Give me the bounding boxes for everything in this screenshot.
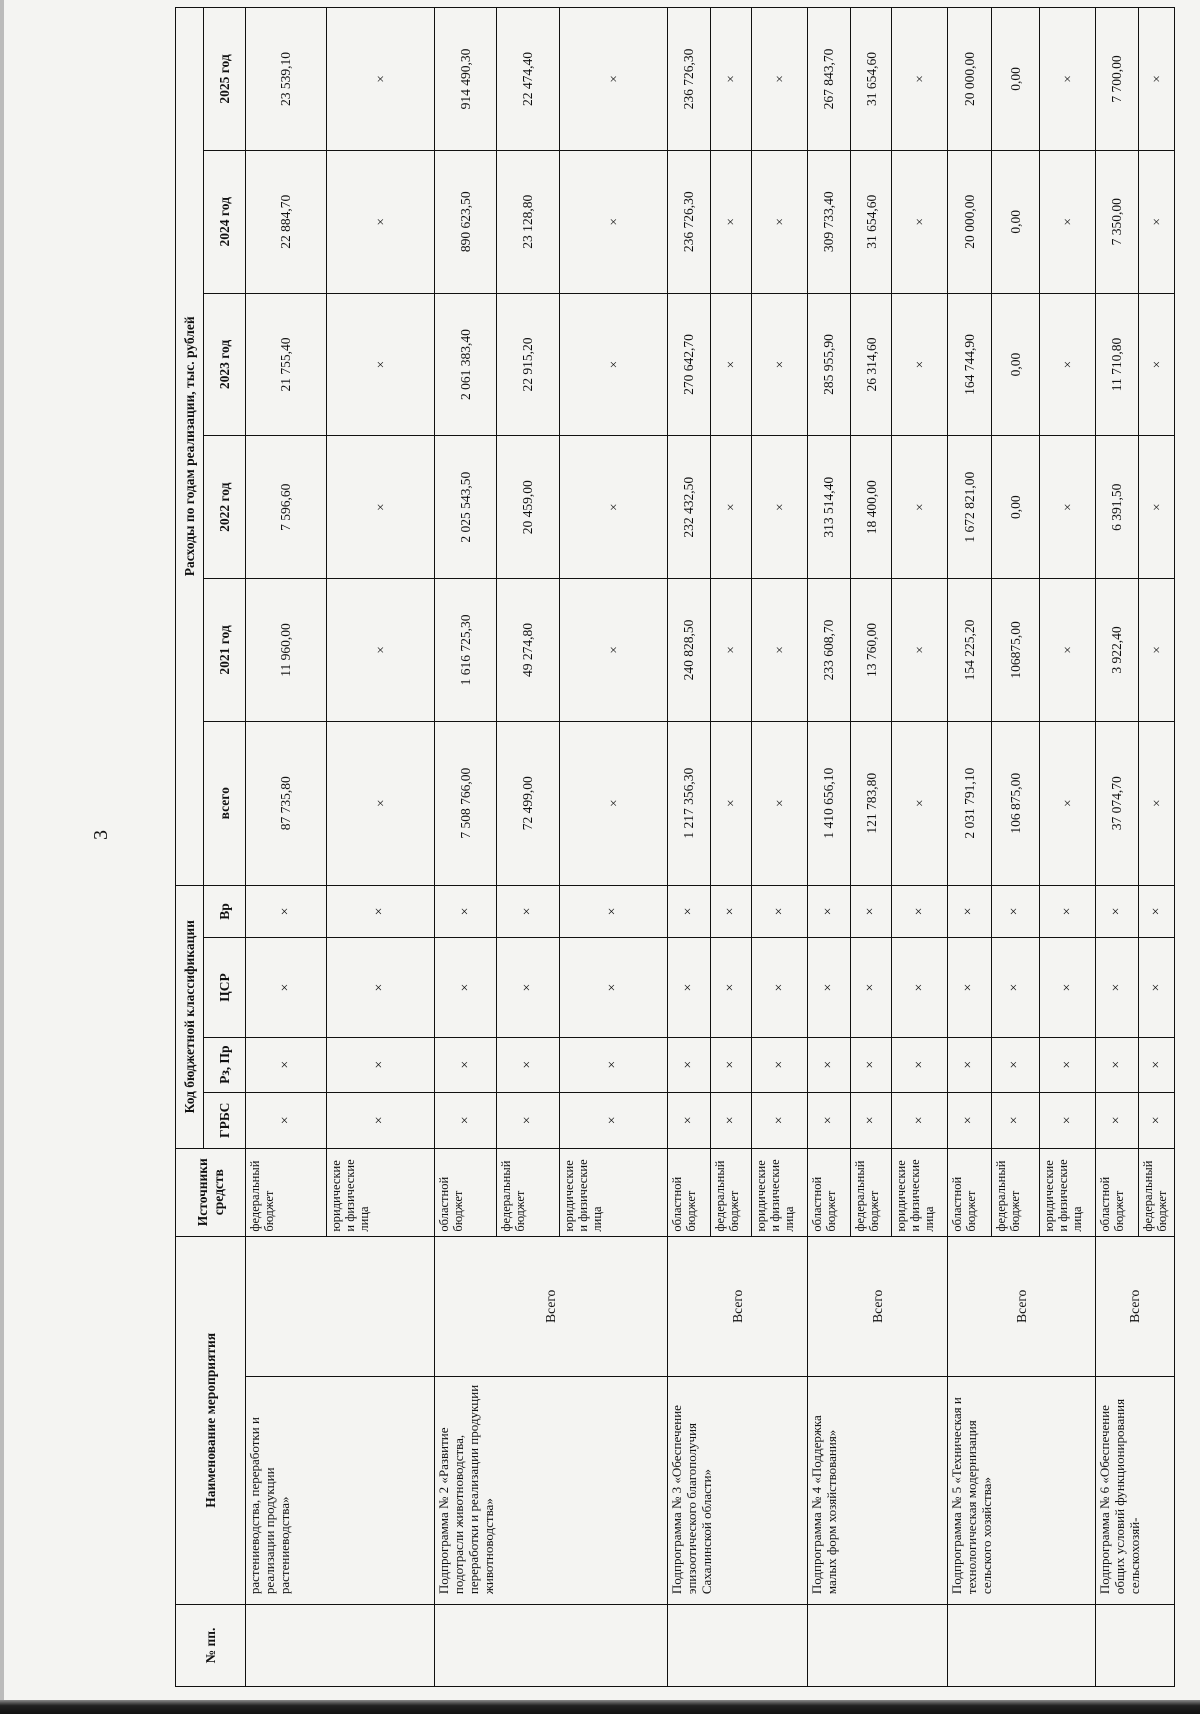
table-row <box>808 8 851 1687</box>
year-value: × <box>711 150 752 293</box>
budget-code-cell: × <box>711 938 752 1037</box>
year-value: × <box>1139 293 1175 436</box>
budget-code-cell: × <box>808 1037 851 1092</box>
budget-code-cell: × <box>892 1092 948 1148</box>
year-value: × <box>326 436 434 579</box>
activity-name: Подпрограмма № 5 «Техническая и технологическая модернизация сельского хозяйства» <box>948 1376 1096 1604</box>
total-value: × <box>752 721 808 885</box>
budget-code-cell: × <box>667 938 710 1037</box>
year-value: 270 642,70 <box>667 293 710 436</box>
total-value: 1 217 356,30 <box>667 721 710 885</box>
budget-code-cell: × <box>991 885 1040 938</box>
budget-code-cell: × <box>948 885 991 938</box>
activity-name: растениеводства, переработки и реализации продукции растениеводства» <box>246 1376 435 1604</box>
total-value: × <box>1040 721 1096 885</box>
funding-source: федеральный бюджет <box>711 1148 752 1236</box>
total-label: Всего <box>667 1236 807 1376</box>
year-value: 7 596,60 <box>246 436 327 579</box>
year-value: 106875,00 <box>991 579 1040 722</box>
budget-code-cell: × <box>892 1037 948 1092</box>
budget-code-cell: × <box>808 885 851 938</box>
header-budget-code: Код бюджетной классификации <box>176 885 204 1148</box>
header-vr: Вр <box>204 885 246 938</box>
year-value: 31 654,60 <box>851 150 892 293</box>
header-grbs: ГРБС <box>204 1092 246 1148</box>
header-num: № пп. <box>176 1605 246 1687</box>
year-value: × <box>892 8 948 151</box>
total-value: × <box>559 721 667 885</box>
year-value: 240 828,50 <box>667 579 710 722</box>
budget-code-cell: × <box>991 938 1040 1037</box>
total-value: × <box>892 721 948 885</box>
year-value: × <box>752 8 808 151</box>
year-value: × <box>892 436 948 579</box>
year-value: × <box>1139 579 1175 722</box>
budget-code-cell: × <box>326 938 434 1037</box>
year-value: 18 400,00 <box>851 436 892 579</box>
year-value: 2 061 383,40 <box>434 293 497 436</box>
year-value: × <box>559 436 667 579</box>
budget-code-cell: × <box>1040 1037 1096 1092</box>
header-2024: 2024 год <box>204 150 246 293</box>
activity-name: Подпрограмма № 4 «Поддержка малых форм хозяйствования» <box>808 1376 948 1604</box>
year-value: × <box>326 8 434 151</box>
year-value: × <box>559 8 667 151</box>
year-value: × <box>1139 150 1175 293</box>
budget-code-cell: × <box>1040 938 1096 1037</box>
header-name: Наименование мероприятия <box>176 1236 246 1605</box>
funding-source: федеральный бюджет <box>246 1148 327 1236</box>
year-value: 914 490,30 <box>434 8 497 151</box>
activity-name: Подпрограмма № 3 «Обеспечение эпизоотического благополучия Сахалинской области» <box>667 1376 807 1604</box>
total-value: 2 031 791,10 <box>948 721 991 885</box>
budget-code-cell: × <box>1096 938 1139 1037</box>
year-value: 2 025 543,50 <box>434 436 497 579</box>
budget-code-cell: × <box>808 1092 851 1148</box>
funding-source: областной бюджет <box>1096 1148 1139 1236</box>
year-value: 232 432,50 <box>667 436 710 579</box>
scan-bottom-edge <box>0 1700 1200 1714</box>
row-number-cell <box>948 1605 1096 1687</box>
year-value: 6 391,50 <box>1096 436 1139 579</box>
funding-source: юридические и физические лица <box>752 1148 808 1236</box>
row-number-cell <box>667 1605 807 1687</box>
budget-code-cell: × <box>948 1037 991 1092</box>
year-value: × <box>892 579 948 722</box>
year-value: × <box>1040 150 1096 293</box>
total-value: 72 499,00 <box>497 721 560 885</box>
budget-code-cell: × <box>1096 1092 1139 1148</box>
total-label: Всего <box>808 1236 948 1376</box>
table-row <box>948 8 991 1687</box>
year-value: 23 128,80 <box>497 150 560 293</box>
year-value: 233 608,70 <box>808 579 851 722</box>
budget-code-cell: × <box>667 1092 710 1148</box>
table-body <box>246 8 1175 1687</box>
funding-source: областной бюджет <box>434 1148 497 1236</box>
header-2021: 2021 год <box>204 579 246 722</box>
budget-code-cell: × <box>559 1092 667 1148</box>
funding-source: федеральный бюджет <box>497 1148 560 1236</box>
header-expenses: Расходы по годам реализации, тыс. рублей <box>176 8 204 886</box>
year-value: × <box>1040 293 1096 436</box>
funding-source: федеральный бюджет <box>991 1148 1040 1236</box>
budget-code-cell: × <box>326 1092 434 1148</box>
budget-code-cell: × <box>851 885 892 938</box>
year-value: × <box>711 579 752 722</box>
budget-code-cell: × <box>851 1037 892 1092</box>
year-value: × <box>752 150 808 293</box>
year-value: 1 616 725,30 <box>434 579 497 722</box>
budget-code-cell: × <box>1139 885 1175 938</box>
year-value: 22 915,20 <box>497 293 560 436</box>
header-rz-pr: Рз, Пр <box>204 1037 246 1092</box>
year-value: × <box>711 293 752 436</box>
budget-code-cell: × <box>711 1037 752 1092</box>
year-value: × <box>1139 8 1175 151</box>
year-value: 890 623,50 <box>434 150 497 293</box>
budget-code-cell: × <box>851 938 892 1037</box>
year-value: 20 000,00 <box>948 150 991 293</box>
year-value: 49 274,80 <box>497 579 560 722</box>
budget-code-cell: × <box>752 938 808 1037</box>
budget-code-cell: × <box>948 1092 991 1148</box>
funding-source: областной бюджет <box>667 1148 710 1236</box>
year-value: × <box>559 293 667 436</box>
year-value: 22 884,70 <box>246 150 327 293</box>
year-value: 13 760,00 <box>851 579 892 722</box>
total-label: Всего <box>1096 1236 1175 1376</box>
year-value: 309 733,40 <box>808 150 851 293</box>
header-source: Источники средств <box>176 1148 246 1236</box>
funding-source: юридические и физические лица <box>892 1148 948 1236</box>
total-value: 106 875,00 <box>991 721 1040 885</box>
budget-code-cell: × <box>1040 1092 1096 1148</box>
year-value: 0,00 <box>991 293 1040 436</box>
funding-source: областной бюджет <box>808 1148 851 1236</box>
year-value: 23 539,10 <box>246 8 327 151</box>
budget-code-cell: × <box>991 1037 1040 1092</box>
budget-code-cell: × <box>497 885 560 938</box>
year-value: × <box>1040 436 1096 579</box>
year-value: × <box>559 150 667 293</box>
budget-code-cell: × <box>667 1037 710 1092</box>
year-value: 236 726,30 <box>667 8 710 151</box>
year-value: 26 314,60 <box>851 293 892 436</box>
funding-source: областной бюджет <box>948 1148 991 1236</box>
year-value: 236 726,30 <box>667 150 710 293</box>
row-number-cell <box>808 1605 948 1687</box>
budget-code-cell: × <box>434 938 497 1037</box>
year-value: 267 843,70 <box>808 8 851 151</box>
header-row-1 <box>176 8 204 1687</box>
year-value: 0,00 <box>991 150 1040 293</box>
total-value: × <box>1139 721 1175 885</box>
total-value: × <box>326 721 434 885</box>
budget-code-cell: × <box>892 885 948 938</box>
year-value: × <box>892 293 948 436</box>
budget-code-cell: × <box>434 1092 497 1148</box>
header-csr: ЦСР <box>204 938 246 1037</box>
year-value: 0,00 <box>991 8 1040 151</box>
year-value: × <box>752 436 808 579</box>
year-value: 7 350,00 <box>1096 150 1139 293</box>
year-value: 11 960,00 <box>246 579 327 722</box>
budget-code-cell: × <box>851 1092 892 1148</box>
header-2022: 2022 год <box>204 436 246 579</box>
budget-table <box>175 7 1175 1687</box>
budget-code-cell: × <box>1139 1092 1175 1148</box>
total-value: 87 735,80 <box>246 721 327 885</box>
funding-source: юридические и физические лица <box>1040 1148 1096 1236</box>
year-value: × <box>892 150 948 293</box>
year-value: × <box>326 150 434 293</box>
row-number-cell <box>434 1605 667 1687</box>
year-value: 285 955,90 <box>808 293 851 436</box>
total-value: 1 410 656,10 <box>808 721 851 885</box>
page-number: 3 <box>89 830 112 840</box>
year-value: × <box>711 8 752 151</box>
funding-source: федеральный бюджет <box>851 1148 892 1236</box>
budget-code-cell: × <box>1096 885 1139 938</box>
year-value: × <box>326 293 434 436</box>
budget-code-cell: × <box>1096 1037 1139 1092</box>
year-value: 313 514,40 <box>808 436 851 579</box>
year-value: × <box>711 436 752 579</box>
total-value: 7 508 766,00 <box>434 721 497 885</box>
funding-source: юридические и физические лица <box>559 1148 667 1236</box>
budget-code-cell: × <box>497 938 560 1037</box>
budget-code-cell: × <box>991 1092 1040 1148</box>
total-label <box>246 1236 435 1376</box>
header-total: всего <box>204 721 246 885</box>
year-value: × <box>559 579 667 722</box>
year-value: 31 654,60 <box>851 8 892 151</box>
budget-code-cell: × <box>497 1092 560 1148</box>
budget-code-cell: × <box>667 885 710 938</box>
year-value: 22 474,40 <box>497 8 560 151</box>
year-value: 21 755,40 <box>246 293 327 436</box>
header-2023: 2023 год <box>204 293 246 436</box>
budget-code-cell: × <box>1040 885 1096 938</box>
table-row <box>667 8 710 1687</box>
funding-source: юридические и физические лица <box>326 1148 434 1236</box>
budget-code-cell: × <box>246 1092 327 1148</box>
budget-code-cell: × <box>1139 1037 1175 1092</box>
budget-code-cell: × <box>752 1092 808 1148</box>
budget-code-cell: × <box>434 885 497 938</box>
year-value: 154 225,20 <box>948 579 991 722</box>
year-value: 11 710,80 <box>1096 293 1139 436</box>
budget-code-cell: × <box>326 1037 434 1092</box>
year-value: 7 700,00 <box>1096 8 1139 151</box>
row-number-cell <box>1096 1605 1175 1687</box>
table-row <box>1096 8 1139 1687</box>
year-value: 164 744,90 <box>948 293 991 436</box>
year-value: × <box>326 579 434 722</box>
budget-code-cell: × <box>752 1037 808 1092</box>
funding-source: федеральный бюджет <box>1139 1148 1175 1236</box>
budget-code-cell: × <box>559 938 667 1037</box>
activity-name: Подпрограмма № 2 «Развитие подотрасли животноводства, переработки и реализации продукции животноводства» <box>434 1376 667 1604</box>
budget-code-cell: × <box>948 938 991 1037</box>
year-value: 3 922,40 <box>1096 579 1139 722</box>
rotated-table-container <box>175 7 1175 1687</box>
year-value: 1 672 821,00 <box>948 436 991 579</box>
total-value: 121 783,80 <box>851 721 892 885</box>
activity-name: Подпрограмма № 6 «Обеспечение общих условий функционирования сельскохозяй- <box>1096 1376 1175 1604</box>
total-value: × <box>711 721 752 885</box>
year-value: 20 459,00 <box>497 436 560 579</box>
budget-code-cell: × <box>711 1092 752 1148</box>
year-value: 0,00 <box>991 436 1040 579</box>
year-value: × <box>752 293 808 436</box>
year-value: × <box>752 579 808 722</box>
scan-left-edge <box>0 0 4 1714</box>
year-value: × <box>1040 8 1096 151</box>
budget-code-cell: × <box>559 885 667 938</box>
budget-code-cell: × <box>808 938 851 1037</box>
budget-code-cell: × <box>326 885 434 938</box>
year-value: × <box>1040 579 1096 722</box>
budget-code-cell: × <box>434 1037 497 1092</box>
budget-code-cell: × <box>246 885 327 938</box>
budget-code-cell: × <box>892 938 948 1037</box>
total-label: Всего <box>434 1236 667 1376</box>
table-row <box>246 8 327 1687</box>
year-value: × <box>1139 436 1175 579</box>
budget-code-cell: × <box>497 1037 560 1092</box>
header-2025: 2025 год <box>204 8 246 151</box>
table-row <box>434 8 497 1687</box>
budget-code-cell: × <box>559 1037 667 1092</box>
total-value: 37 074,70 <box>1096 721 1139 885</box>
row-number-cell <box>246 1605 435 1687</box>
total-label: Всего <box>948 1236 1096 1376</box>
budget-code-cell: × <box>711 885 752 938</box>
budget-code-cell: × <box>1139 938 1175 1037</box>
budget-code-cell: × <box>246 1037 327 1092</box>
year-value: 20 000,00 <box>948 8 991 151</box>
budget-code-cell: × <box>246 938 327 1037</box>
budget-code-cell: × <box>752 885 808 938</box>
